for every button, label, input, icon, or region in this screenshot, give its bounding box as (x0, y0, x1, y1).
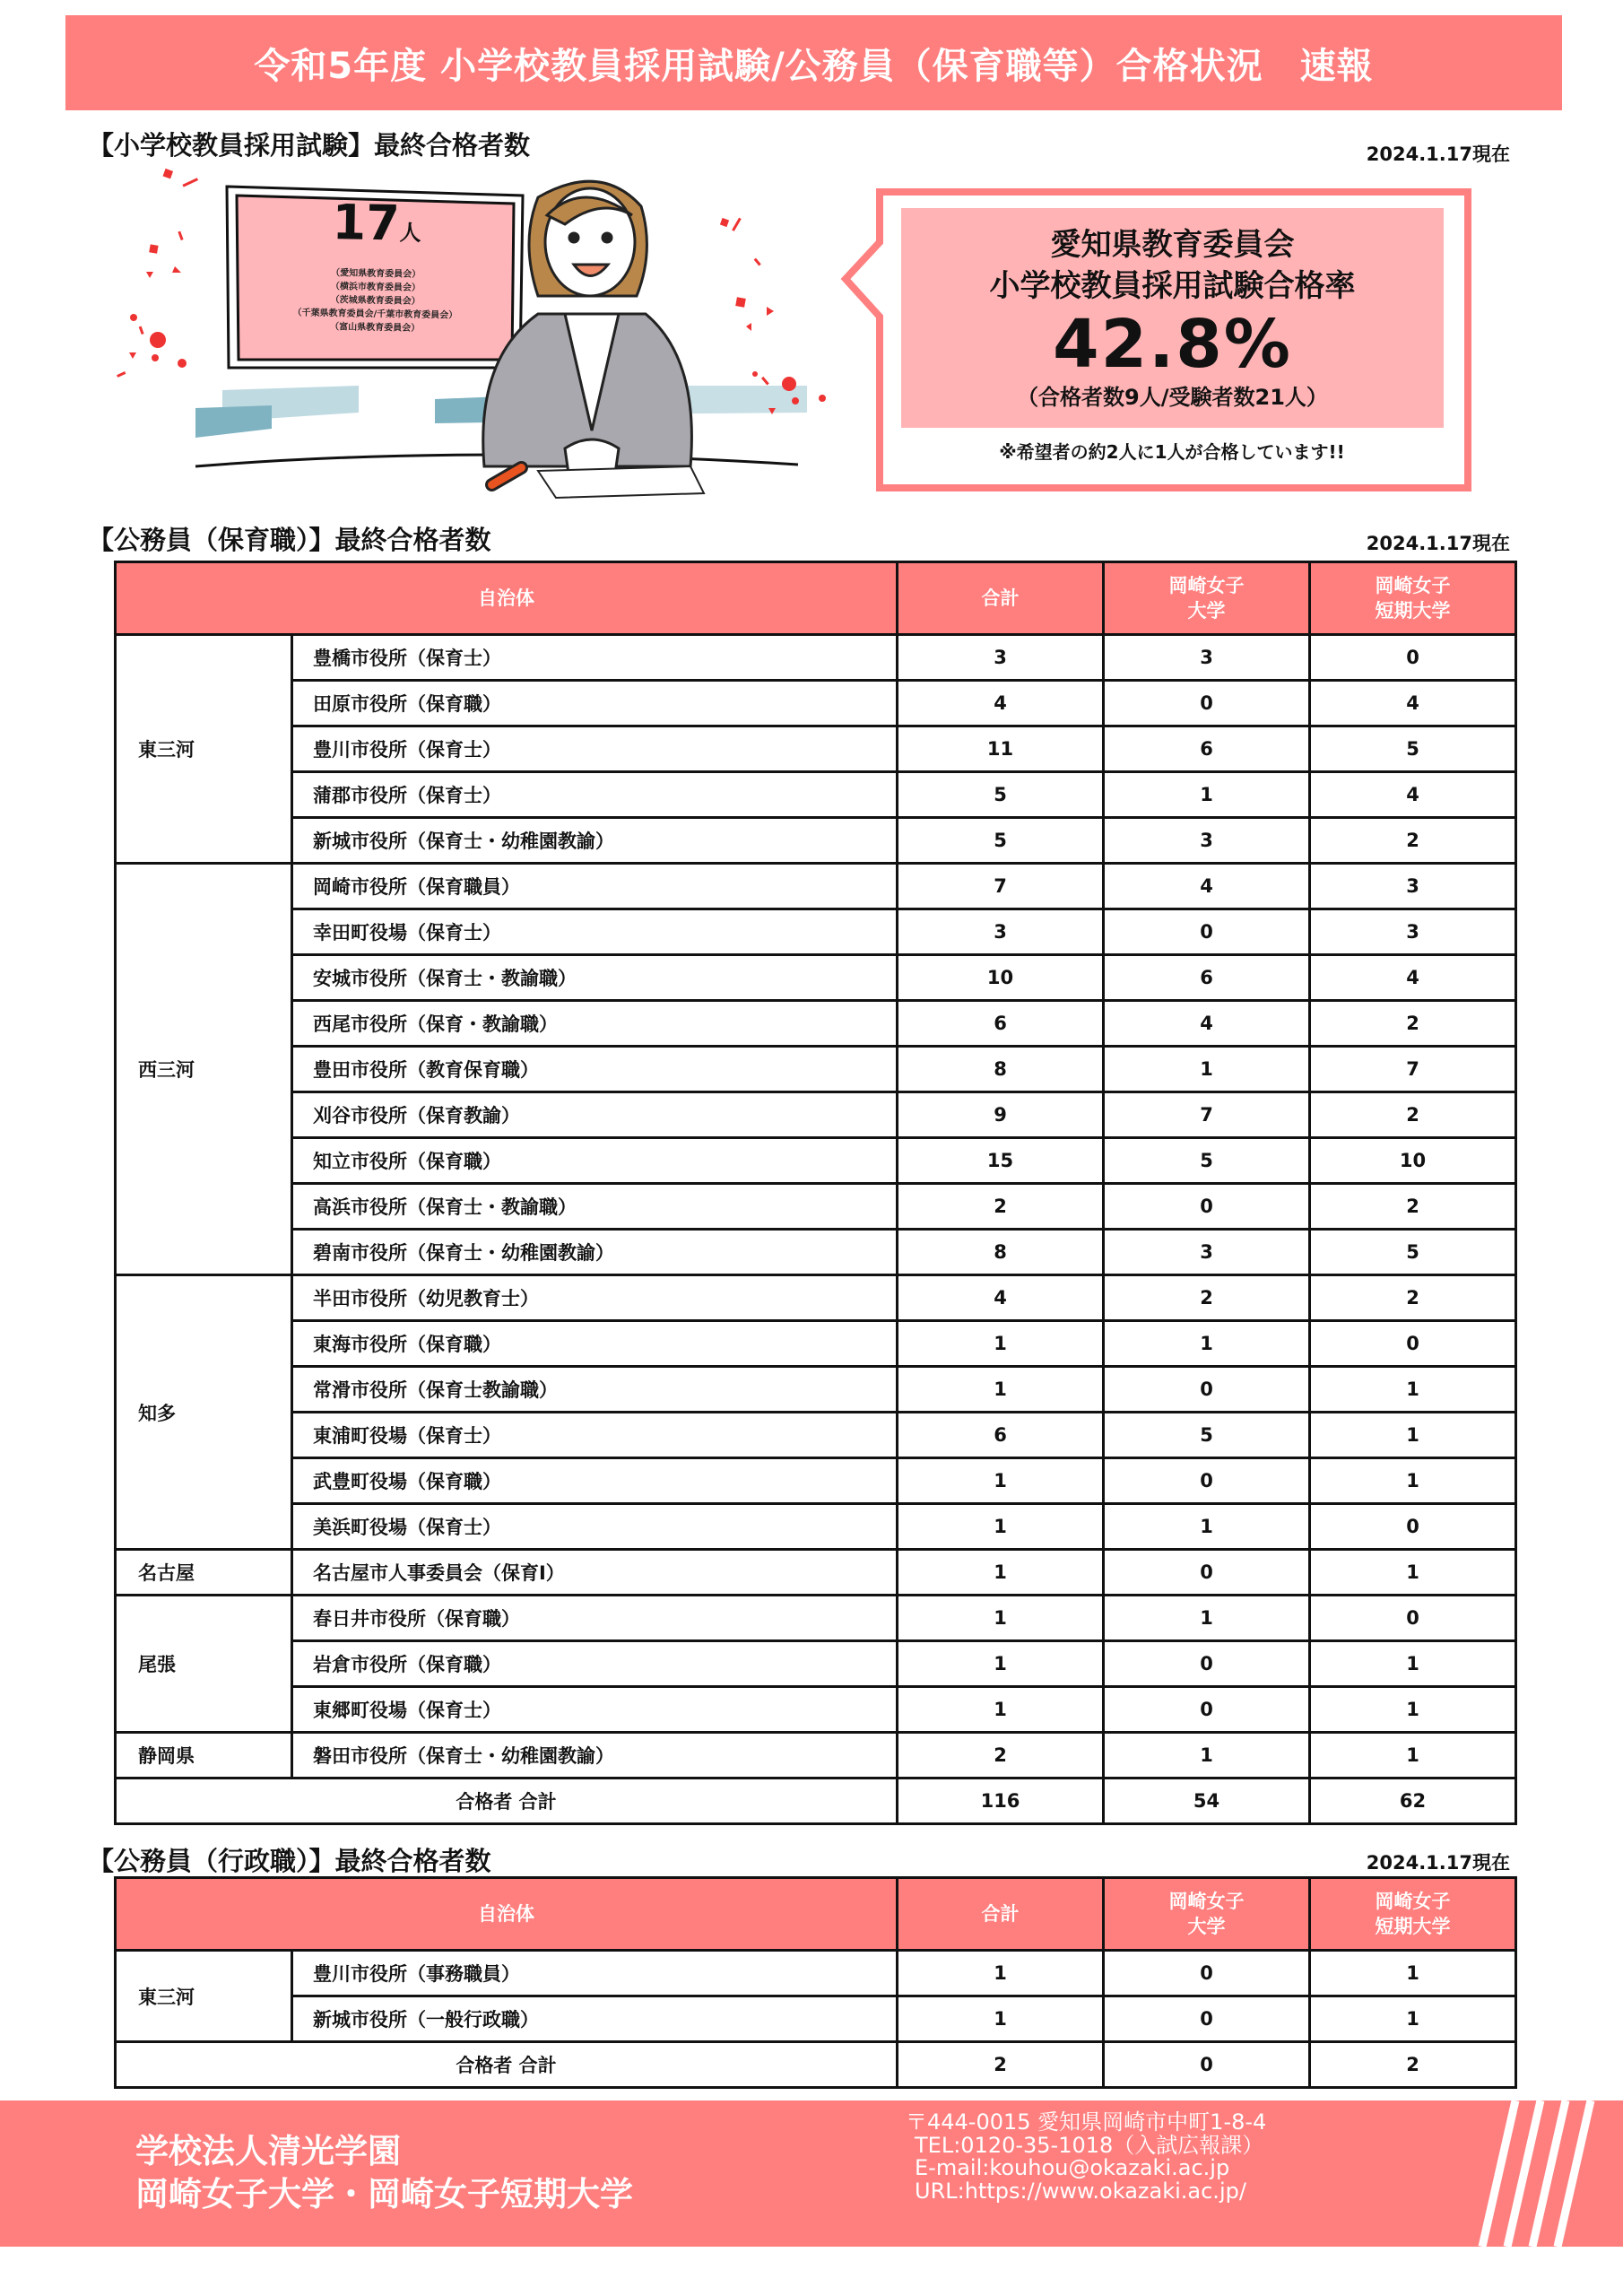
table-header-row (116, 562, 1516, 635)
junior-count-cell: 0 (1310, 635, 1516, 681)
sum-junior-cell: 62 (1310, 1779, 1516, 1824)
municipality-cell: 安城市役所（保育士・教諭職） (292, 955, 898, 1001)
total-cell: 4 (898, 681, 1104, 726)
municipality-cell: 武豊町役場（保育職） (292, 1458, 898, 1504)
junior-count-cell: 1 (1310, 1367, 1516, 1413)
univ-count-cell: 5 (1104, 1413, 1310, 1458)
callout-note: ※希望者の約2人に1人が合格しています!! (999, 441, 1345, 463)
total-cell: 1 (898, 1367, 1104, 1413)
region-cell: 西三河 (116, 864, 292, 1275)
table-row (116, 864, 1516, 909)
total-cell: 2 (898, 1733, 1104, 1779)
confetti-right (720, 218, 826, 414)
footer-stripes-decoration (1462, 2100, 1623, 2247)
municipality-cell: 岩倉市役所（保育職） (292, 1641, 898, 1687)
municipality-cell: 西尾市役所（保育・教諭職） (292, 1001, 898, 1047)
municipality-cell: 美浜町役場（保育士） (292, 1504, 898, 1550)
junior-count-cell: 1 (1310, 1550, 1516, 1596)
table-row (116, 1138, 1516, 1184)
childcare-section-title: 【公務員（保育職）】最終合格者数 (88, 525, 491, 555)
univ-count-cell: 5 (1104, 1138, 1310, 1184)
total-cell: 1 (898, 1504, 1104, 1550)
municipality-cell: 東郷町役場（保育士） (292, 1687, 898, 1733)
table-row (116, 1047, 1516, 1092)
junior-count-cell: 2 (1310, 1001, 1516, 1047)
region-cell: 東三河 (116, 1951, 292, 2042)
total-cell: 1 (898, 1321, 1104, 1367)
municipality-cell: 名古屋市人事委員会（保育Ⅰ） (292, 1550, 898, 1596)
univ-count-cell: 0 (1104, 1641, 1310, 1687)
municipality-cell: 豊橋市役所（保育士） (292, 635, 898, 681)
header-total: 合計 (898, 562, 1104, 635)
sign-count (332, 196, 421, 259)
municipality-cell: 春日井市役所（保育職） (292, 1596, 898, 1641)
sum-univ-cell: 0 (1104, 2042, 1310, 2088)
table-row (116, 1001, 1516, 1047)
region-cell: 尾張 (116, 1596, 292, 1733)
confetti-left (117, 169, 198, 378)
callout-box (901, 208, 1444, 428)
univ-count-cell: 4 (1104, 1001, 1310, 1047)
univ-count-cell: 0 (1104, 1996, 1310, 2042)
junior-count-cell: 5 (1310, 726, 1516, 772)
junior-count-cell: 10 (1310, 1138, 1516, 1184)
header-junior: 岡崎女子 短期大学 (1310, 562, 1516, 635)
table-row (116, 955, 1516, 1001)
table-row (116, 1275, 1516, 1321)
total-cell: 6 (898, 1001, 1104, 1047)
junior-count-cell: 2 (1310, 1275, 1516, 1321)
univ-count-cell: 6 (1104, 955, 1310, 1001)
junior-count-cell: 0 (1310, 1321, 1516, 1367)
municipality-cell: 半田市役所（幼児教育士） (292, 1275, 898, 1321)
total-cell: 10 (898, 955, 1104, 1001)
municipality-cell: 蒲郡市役所（保育士） (292, 772, 898, 818)
total-cell: 15 (898, 1138, 1104, 1184)
total-cell: 1 (898, 1687, 1104, 1733)
junior-count-cell: 7 (1310, 1047, 1516, 1092)
univ-count-cell: 0 (1104, 1367, 1310, 1413)
sign-count-value: 17 (332, 194, 401, 252)
junior-count-cell: 1 (1310, 1996, 1516, 2042)
univ-count-cell: 0 (1104, 1687, 1310, 1733)
municipality-cell: 東浦町役場（保育士） (292, 1413, 898, 1458)
title-banner (65, 15, 1562, 110)
univ-count-cell: 0 (1104, 909, 1310, 955)
univ-count-cell: 0 (1104, 1550, 1310, 1596)
junior-count-cell: 1 (1310, 1458, 1516, 1504)
header-univ: 岡崎女子 大学 (1104, 562, 1310, 635)
childcare-section-date: 2024.1.17現在 (1366, 533, 1510, 554)
total-cell: 2 (898, 1184, 1104, 1230)
teacher-section-date: 2024.1.17現在 (1366, 144, 1510, 165)
table-row (116, 1321, 1516, 1367)
univ-count-cell: 3 (1104, 818, 1310, 864)
total-cell: 5 (898, 818, 1104, 864)
univ-count-cell: 1 (1104, 1047, 1310, 1092)
univ-count-cell: 1 (1104, 1504, 1310, 1550)
junior-count-cell: 2 (1310, 1092, 1516, 1138)
callout-label: 小学校教員採用試験合格率 (989, 267, 1356, 304)
municipality-cell: 田原市役所（保育職） (292, 681, 898, 726)
junior-count-cell: 0 (1310, 1596, 1516, 1641)
total-cell: 1 (898, 1550, 1104, 1596)
univ-count-cell: 4 (1104, 864, 1310, 909)
table-row (116, 818, 1516, 864)
header-municipality: 自治体 (116, 562, 898, 635)
municipality-cell: 刈谷市役所（保育教諭） (292, 1092, 898, 1138)
univ-count-cell: 1 (1104, 1596, 1310, 1641)
total-cell: 8 (898, 1230, 1104, 1275)
footer-org-line1: 学校法人清光学園 (135, 2132, 401, 2170)
junior-count-cell: 3 (1310, 864, 1516, 909)
total-cell: 1 (898, 1951, 1104, 1996)
table-row (116, 1184, 1516, 1230)
table-row (116, 909, 1516, 955)
table-row (116, 1951, 1516, 1996)
municipality-cell: 常滑市役所（保育士教諭職） (292, 1367, 898, 1413)
admin-section-title: 【公務員（行政職）】最終合格者数 (88, 1846, 491, 1876)
table-row (116, 1550, 1516, 1596)
admin-results-table (114, 1876, 1517, 2089)
sign-line: （愛知県教育委員会） (331, 268, 421, 280)
junior-count-cell: 1 (1310, 1733, 1516, 1779)
municipality-cell: 高浜市役所（保育士・教諭職） (292, 1184, 898, 1230)
total-cell: 1 (898, 1996, 1104, 2042)
table-total-row (116, 2042, 1516, 2088)
footer-url[interactable]: URL:https://www.okazaki.ac.jp/ (915, 2178, 1246, 2204)
total-label: 合格者 合計 (116, 2042, 898, 2088)
municipality-cell: 幸田町役場（保育士） (292, 909, 898, 955)
univ-count-cell: 1 (1104, 772, 1310, 818)
junior-count-cell: 1 (1310, 1413, 1516, 1458)
table-row (116, 1092, 1516, 1138)
univ-count-cell: 7 (1104, 1092, 1310, 1138)
region-cell: 東三河 (116, 635, 292, 864)
header-municipality: 自治体 (116, 1878, 898, 1951)
municipality-cell: 碧南市役所（保育士・幼稚園教諭） (292, 1230, 898, 1275)
junior-count-cell: 1 (1310, 1951, 1516, 1996)
table-row (116, 1367, 1516, 1413)
total-cell: 11 (898, 726, 1104, 772)
table-row (116, 726, 1516, 772)
footer-org-line2: 岡崎女子大学・岡崎女子短期大学 (135, 2175, 633, 2213)
municipality-cell: 知立市役所（保育職） (292, 1138, 898, 1184)
footer-organization (135, 2130, 633, 2216)
header-junior: 岡崎女子 短期大学 (1310, 1878, 1516, 1951)
footer (0, 2100, 1623, 2247)
region-cell: 静岡県 (116, 1733, 292, 1779)
univ-count-cell: 6 (1104, 726, 1310, 772)
junior-count-cell: 2 (1310, 1184, 1516, 1230)
total-cell: 3 (898, 635, 1104, 681)
table-row (116, 1504, 1516, 1550)
footer-tel[interactable]: TEL:0120-35-1018（入試広報課） (915, 2132, 1264, 2158)
results-sign-text (236, 195, 515, 370)
total-cell: 5 (898, 772, 1104, 818)
junior-count-cell: 2 (1310, 818, 1516, 864)
table-row (116, 1641, 1516, 1687)
sum-univ-cell: 54 (1104, 1779, 1310, 1824)
total-cell: 1 (898, 1596, 1104, 1641)
pass-rate-value: 42.8% (1053, 305, 1292, 383)
junior-count-cell: 4 (1310, 955, 1516, 1001)
total-cell: 1 (898, 1641, 1104, 1687)
municipality-cell: 磐田市役所（保育士・幼稚園教諭） (292, 1733, 898, 1779)
total-cell: 1 (898, 1458, 1104, 1504)
footer-email[interactable]: E-mail:kouhou@okazaki.ac.jp (915, 2155, 1230, 2180)
table-row (116, 772, 1516, 818)
univ-count-cell: 2 (1104, 1275, 1310, 1321)
junior-count-cell: 1 (1310, 1641, 1516, 1687)
total-cell: 6 (898, 1413, 1104, 1458)
sign-count-unit: 人 (399, 220, 421, 246)
junior-count-cell: 0 (1310, 1504, 1516, 1550)
junior-count-cell: 1 (1310, 1687, 1516, 1733)
table-row (116, 1413, 1516, 1458)
municipality-cell: 東海市役所（保育職） (292, 1321, 898, 1367)
callout-org: 愛知県教育委員会 (1050, 226, 1295, 263)
pass-rate-detail: （合格者数9人/受験者数21人） (1017, 384, 1328, 410)
header-total: 合計 (898, 1878, 1104, 1951)
total-cell: 4 (898, 1275, 1104, 1321)
table-row (116, 681, 1516, 726)
univ-count-cell: 0 (1104, 1184, 1310, 1230)
junior-count-cell: 3 (1310, 909, 1516, 955)
admin-section-date: 2024.1.17現在 (1366, 1852, 1510, 1874)
page-title: 令和5年度 小学校教員採用試験/公務員（保育職等）合格状況 速報 (254, 45, 1374, 87)
table-total-row (116, 1779, 1516, 1824)
total-cell: 9 (898, 1092, 1104, 1138)
table-row (116, 1458, 1516, 1504)
junior-count-cell: 4 (1310, 681, 1516, 726)
table-header-row (116, 1878, 1516, 1951)
municipality-cell: 新城市役所（保育士・幼稚園教諭） (292, 818, 898, 864)
table-row (116, 1996, 1516, 2042)
table-row (116, 1733, 1516, 1779)
region-cell: 名古屋 (116, 1550, 292, 1596)
univ-count-cell: 0 (1104, 1951, 1310, 1996)
junior-count-cell: 4 (1310, 772, 1516, 818)
footer-contact (906, 2111, 1266, 2203)
univ-count-cell: 3 (1104, 635, 1310, 681)
sum-total-cell: 2 (898, 2042, 1104, 2088)
municipality-cell: 豊田市役所（教育保育職） (292, 1047, 898, 1092)
univ-count-cell: 0 (1104, 1458, 1310, 1504)
total-cell: 7 (898, 864, 1104, 909)
table-row (116, 635, 1516, 681)
table-row (116, 1687, 1516, 1733)
sum-junior-cell: 2 (1310, 2042, 1516, 2088)
municipality-cell: 岡崎市役所（保育職員） (292, 864, 898, 909)
region-cell: 知多 (116, 1275, 292, 1550)
pass-rate-callout (876, 188, 1468, 491)
sign-line: （千葉県教育委員会/千葉市教育委員会） (292, 308, 458, 321)
municipality-cell: 新城市役所（一般行政職） (292, 1996, 898, 2042)
total-cell: 8 (898, 1047, 1104, 1092)
sign-line: （富山県教育委員会） (330, 322, 421, 334)
total-label: 合格者 合計 (116, 1779, 898, 1824)
total-cell: 3 (898, 909, 1104, 955)
univ-count-cell: 1 (1104, 1321, 1310, 1367)
header-univ: 岡崎女子 大学 (1104, 1878, 1310, 1951)
municipality-cell: 豊川市役所（保育士） (292, 726, 898, 772)
junior-count-cell: 5 (1310, 1230, 1516, 1275)
univ-count-cell: 0 (1104, 681, 1310, 726)
table-row (116, 1596, 1516, 1641)
table-row (116, 1230, 1516, 1275)
teacher-section-title: 【小学校教員採用試験】最終合格者数 (88, 130, 531, 161)
sum-total-cell: 116 (898, 1779, 1104, 1824)
univ-count-cell: 1 (1104, 1733, 1310, 1779)
footer-address: 〒444-0015 愛知県岡崎市中町1-8-4 (906, 2109, 1267, 2135)
childcare-results-table (114, 561, 1517, 1825)
univ-count-cell: 3 (1104, 1230, 1310, 1275)
municipality-cell: 豊川市役所（事務職員） (292, 1951, 898, 1996)
sign-line: （横浜市教育委員会） (330, 282, 421, 293)
sign-line: （茨城県教育委員会） (330, 295, 421, 307)
